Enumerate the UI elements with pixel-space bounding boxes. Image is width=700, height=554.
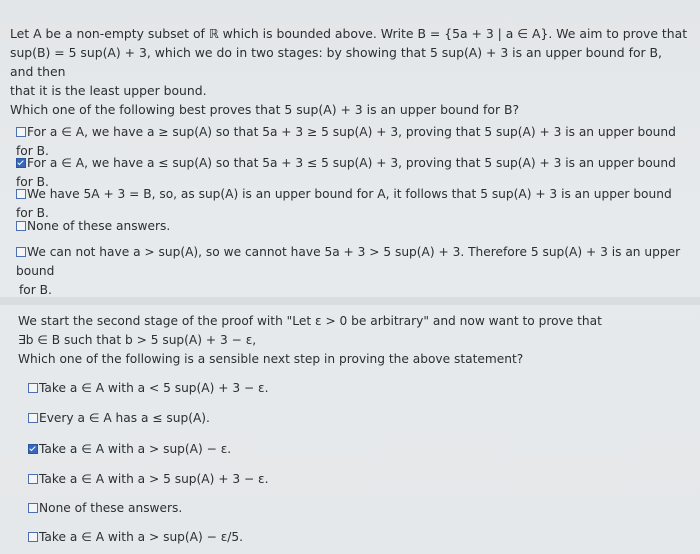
checkbox[interactable]: [28, 383, 38, 393]
option-text: None of these answers.: [27, 219, 171, 233]
checkbox-checked[interactable]: [28, 444, 38, 454]
checkbox[interactable]: [28, 474, 38, 484]
option-text: For a ∈ A, we have a ≤ sup(A) so that 5a + 3 ≤ 5 sup(A) + 3, proving that 5 sup(A) + 3 is an upper bound for B.: [16, 156, 676, 189]
checkbox[interactable]: [16, 221, 26, 231]
checkbox[interactable]: [16, 247, 26, 257]
checkbox[interactable]: [28, 532, 38, 542]
checkbox[interactable]: [28, 503, 38, 513]
checkbox[interactable]: [16, 127, 26, 137]
option-text: Take a ∈ A with a > sup(A) − ε.: [39, 442, 232, 456]
option-text: We can not have a > sup(A), so we cannot have 5a + 3 > 5 sup(A) + 3. Therefore 5 sup(A) + 3 is an upper bound: [16, 245, 681, 278]
question-2-prompt: Which one of the following is a sensible next step in proving the above statement?: [18, 352, 524, 366]
q1-option-4[interactable]: [16, 217, 688, 236]
option-text: Every a ∈ A has a ≤ sup(A).: [39, 411, 210, 425]
question-1-prompt: Which one of the following best proves that 5 sup(A) + 3 is an upper bound for B?: [10, 102, 520, 117]
q2-option-4[interactable]: [28, 470, 688, 489]
checkbox[interactable]: [16, 189, 26, 199]
q2-option-5[interactable]: [28, 499, 688, 518]
option-text: We have 5A + 3 = B, so, as sup(A) is an upper bound for A, it follows that 5 sup(A) + 3 is an upper bound for B.: [16, 187, 672, 220]
q2-option-2[interactable]: [28, 409, 688, 428]
option-text-line2: for B.: [19, 283, 52, 297]
option-text: For a ∈ A, we have a ≥ sup(A) so that 5a + 3 ≥ 5 sup(A) + 3, proving that 5 sup(A) + 3 is an upper bound for B.: [16, 125, 676, 158]
intro-text-line: Let A be a non-empty subset of ℝ which is bounded above. Write B = {5a + 3 | a ∈ A}. We aim to prove that: [10, 26, 688, 41]
q1-option-5[interactable]: [16, 243, 688, 300]
checkbox[interactable]: [28, 413, 38, 423]
option-text: None of these answers.: [39, 501, 183, 515]
section-divider: [0, 297, 700, 305]
q2-option-1[interactable]: [28, 379, 688, 398]
intro-text-line: that it is the least upper bound.: [10, 83, 207, 98]
stage1-intro: [10, 24, 688, 119]
intro-text-line: ∃b ∈ B such that b > 5 sup(A) + 3 − ε,: [18, 333, 257, 347]
checkbox-checked[interactable]: [16, 158, 26, 168]
intro-text-line: We start the second stage of the proof with "Let ε > 0 be arbitrary" and now want to prove that: [18, 314, 602, 328]
option-text: Take a ∈ A with a > sup(A) − ε/5.: [39, 530, 244, 544]
stage2-intro: [18, 312, 690, 369]
option-text: Take a ∈ A with a < 5 sup(A) + 3 − ε.: [39, 381, 269, 395]
q2-option-3[interactable]: [28, 440, 688, 459]
intro-text-line: sup(B) = 5 sup(A) + 3, which we do in two stages: by showing that 5 sup(A) + 3 is an upper bound for B, and then: [10, 45, 662, 79]
q2-option-6[interactable]: [28, 528, 688, 547]
option-text: Take a ∈ A with a > 5 sup(A) + 3 − ε.: [39, 472, 269, 486]
